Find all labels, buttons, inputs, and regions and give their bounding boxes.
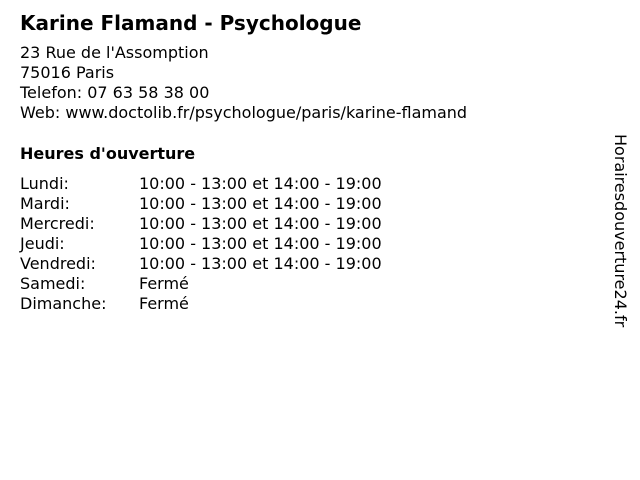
day-hours: 10:00 - 13:00 et 14:00 - 19:00: [139, 234, 382, 253]
day-label: Lundi:: [20, 174, 69, 193]
hours-row-samedi: [20, 274, 382, 294]
hours-row-jeudi: [20, 234, 382, 254]
business-details: [20, 43, 467, 123]
address-city: 75016 Paris: [20, 63, 115, 82]
hours-row-mercredi: [20, 214, 382, 234]
day-hours: Fermé: [139, 294, 189, 313]
day-label: Jeudi:: [20, 234, 65, 253]
day-label: Vendredi:: [20, 254, 96, 273]
page-title: Karine Flamand - Psychologue: [20, 11, 362, 35]
day-hours: Fermé: [139, 274, 189, 293]
day-hours: 10:00 - 13:00 et 14:00 - 19:00: [139, 214, 382, 233]
site-watermark: Horairesdouverture24.fr: [611, 134, 630, 328]
opening-hours-table: [20, 174, 382, 314]
day-hours: 10:00 - 13:00 et 14:00 - 19:00: [139, 254, 382, 273]
day-label: Samedi:: [20, 274, 86, 293]
day-hours: 10:00 - 13:00 et 14:00 - 19:00: [139, 174, 382, 193]
phone-number: Telefon: 07 63 58 38 00: [20, 83, 210, 102]
day-label: Mercredi:: [20, 214, 95, 233]
website-url: Web: www.doctolib.fr/psychologue/paris/karine-flamand: [20, 103, 468, 122]
hours-row-lundi: [20, 174, 382, 194]
hours-row-mardi: [20, 194, 382, 214]
hours-row-vendredi: [20, 254, 382, 274]
day-label: Mardi:: [20, 194, 70, 213]
address-street: 23 Rue de l'Assomption: [20, 43, 209, 62]
day-label: Dimanche:: [20, 294, 107, 313]
hours-row-dimanche: [20, 294, 382, 314]
hours-heading: Heures d'ouverture: [20, 144, 196, 163]
day-hours: 10:00 - 13:00 et 14:00 - 19:00: [139, 194, 382, 213]
